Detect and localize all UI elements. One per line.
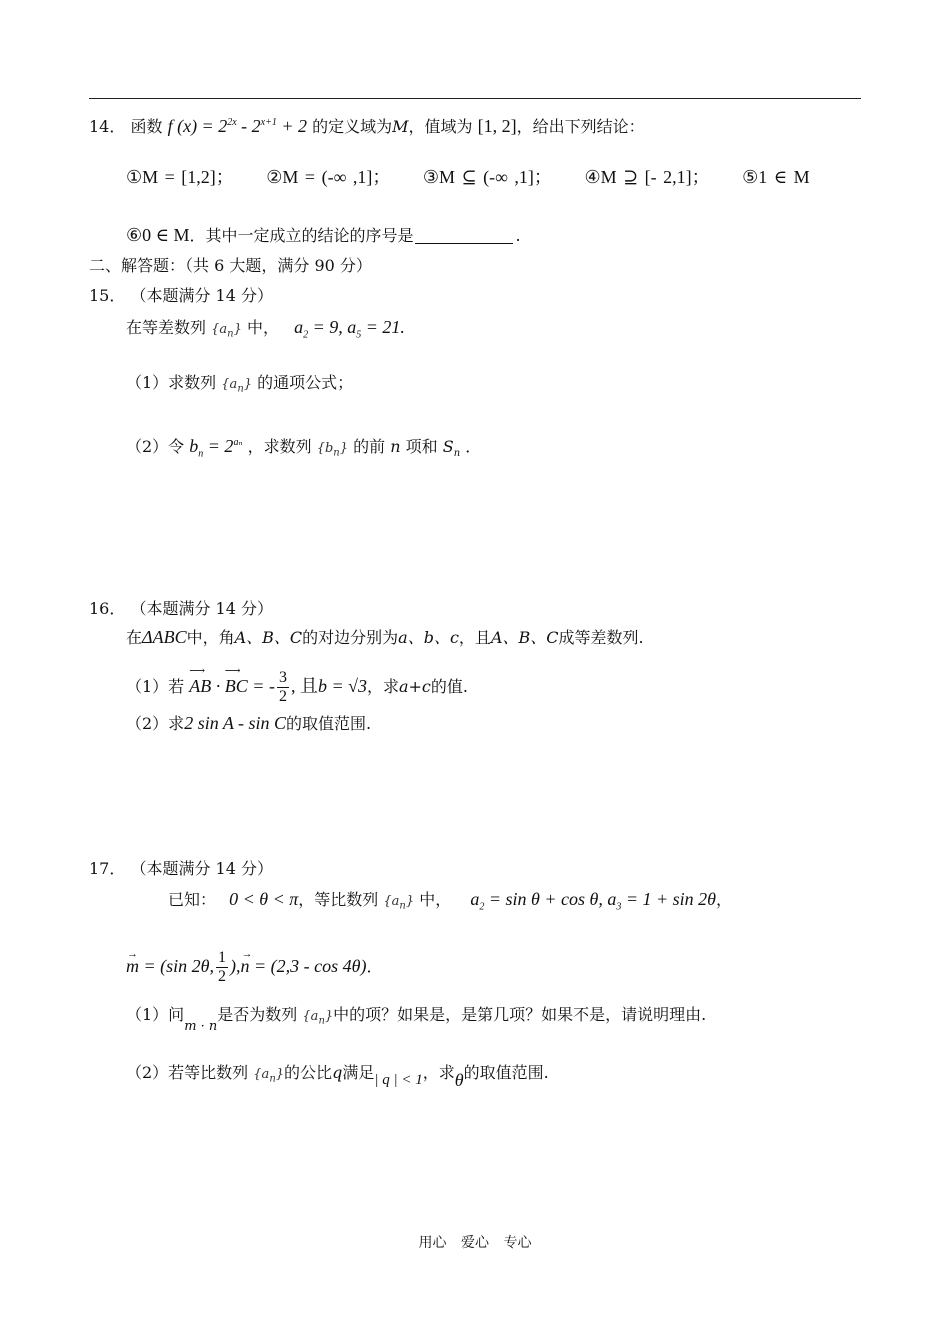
q15-p2-text4: 项和 [405,437,438,456]
q16-p1-text2: , 且 [290,676,318,696]
q16-text3: 的对边分别为 [302,628,399,647]
q17-p1-seq-a: $\{a_n\}$ [302,1009,334,1027]
q16-fraction: $\frac{3}{2}$ [278,669,287,705]
q15-part1 [126,372,353,401]
q15-p2-sn: $S_n$ [442,437,461,460]
q17-text2: ，等比数列 [298,890,379,909]
q14-line3 [126,224,521,247]
q17-fraction: $\frac{1}{2}$ [218,949,226,985]
q17-condition: 0 < θ < π [229,889,299,909]
q14-period: . [515,226,521,245]
q14-option-1: ①M = [1,2]； [126,167,234,187]
q17-q-condition: | q | < 1 [374,1072,423,1088]
q14-answer-blank[interactable] [415,227,513,244]
q17-p2-text4: ，求 [422,1063,455,1082]
q16-text1: 在 [126,628,143,647]
q15-line1 [126,316,405,347]
q17-part1 [126,1004,706,1038]
q17-theta: θ [454,1070,464,1090]
q15-p1-text1: （1）求数列 [126,373,217,392]
q16-p2-text2: 的取值范围. [286,714,372,733]
q15-p2-text2: ，求数列 [247,437,312,456]
q17-line2-end: ． [366,957,383,976]
q14-set-M: M [392,117,409,136]
vector-ab: ⟶ AB [189,666,211,706]
q14-text3: ，给出下列结论： [516,117,645,136]
q16-number: 16． [89,599,126,618]
q14-option-3: ③M ⊆ (-∞ ,1]； [422,167,552,187]
q17-seq-a: $\{a_n\}$ [383,894,415,912]
q16-part1 [126,666,468,707]
q16-sides: a、b、c [398,628,459,647]
q14-range: [1, 2] [477,116,517,136]
q17-line1 [168,888,732,919]
q17-part2 [126,1062,549,1091]
q17-given: $a_2 = \sin \theta + \cos \theta$, $a_3 = 1 + \sin 2\theta$ [470,889,716,913]
q16-expression: 2 sin A - sin C [184,713,287,733]
q16-text5: 成等差数列. [558,628,644,647]
q14-options [126,166,810,188]
q16-p2-text1: （2）求 [126,714,185,733]
q15-p2-end: ． [465,437,482,456]
q17-vectors: → m = (sin 2θ, [126,956,214,976]
q17-p1-text3: 中的项？如果是，是第几项？如果不是，请说明理由. [333,1005,707,1024]
q17-m-dot-n: m · n [184,1019,218,1034]
q16-b-value: b = √3 [317,676,367,696]
q16-p1-text1: （1）若 [126,677,185,696]
q17-p2-text1: （2）若等比数列 [126,1063,249,1082]
q14-lead: 函数 [130,117,163,136]
q17-p1-text1: （1）问 [126,1005,185,1024]
q14-option-2: ②M = (-∞ ,1]； [266,167,391,187]
q16-text2: 中，角 [186,628,235,647]
q14-text1: 的定义域为 [312,117,393,136]
q16-p1-dot-product: ⟶ AB · ⟶ BC = - [189,676,275,696]
q16-angles: A、B、C [234,628,303,647]
q15-p2-text3: 的前 [353,437,386,456]
q14-text2: ，值域为 [408,117,473,136]
q16-line1 [126,626,644,649]
q17-header [89,858,273,880]
q15-p1-text2: 的通项公式； [257,373,354,392]
q15-given: $a_2 = 9$, $a_5 = 21$. [294,317,405,341]
q17-score: （本题满分 14 分） [130,859,274,878]
q14-function: f $(x) = 2^{2x} - 2^{x+1} + 2$ [167,116,307,136]
q15-header [89,285,273,307]
section-heading: 二、解答题：（共 6 大题，满分 90 分） [89,256,372,275]
q17-ratio-q: q [332,1063,343,1082]
q16-text4: ，且 [458,628,491,647]
q14-number: 14． [89,117,126,136]
q16-a-plus-c: a+c [398,677,431,696]
q16-header [89,598,273,620]
q15-p2-seq-b: $\{b_n\}$ [316,441,349,459]
vector-m: → m [126,946,139,986]
q17-text1: 已知： [168,890,217,909]
q17-line2: → m = (sin 2θ, $\frac{1}{2}$ ),→ n = (2,3 - cos 4θ)． [126,946,382,987]
vector-n: → n [241,946,250,986]
q16-score: （本题满分 14 分） [130,599,274,618]
page-footer: 用心 爱心 专心 [418,1235,532,1251]
q15-text2: 中， [246,318,279,337]
q17-number: 17． [89,859,126,878]
q15-p2-text1: （2）令 [126,437,185,456]
q14-text4: ．其中一定成立的结论的序号是 [189,226,414,245]
q17-p2-text5: 的取值范围. [463,1063,549,1082]
q17-text4: ， [715,890,732,909]
q14-line1 [89,112,645,138]
q15-text1: 在等差数列 [126,318,207,337]
q15-seq-a: $\{a_n\}$ [211,322,242,340]
vector-bc: ⟶ BC [225,666,248,706]
q15-score: （本题满分 14 分） [130,286,274,305]
q17-text3: 中， [419,890,452,909]
q14-option-5: ⑤1 ∈ M [742,167,810,187]
header-rule [89,98,861,99]
q15-number: 15． [89,286,126,305]
q16-p1-text4: 的值. [430,677,468,696]
q16-p1-text3: ，求 [366,677,399,696]
q15-p2-n: n [390,437,401,456]
q17-p2-text3: 满足 [342,1063,375,1082]
q15-p2-bn: $b_n = 2^{a_n}$ [189,436,243,460]
q14-option-6: ⑥0 ∈ M [126,225,190,245]
q14-option-4: ④M ⊇ [- 2,1]； [584,167,710,187]
q17-p2-seq-a: $\{a_n\}$ [253,1067,285,1085]
q16-part2 [126,712,371,735]
q15-part2 [126,432,481,466]
q16-triangle: ΔABC [142,627,187,647]
q17-p2-text2: 的公比 [284,1063,333,1082]
q15-p1-seq-a: $\{a_n\}$ [221,377,253,395]
q17-p1-text2: 是否为数列 [217,1005,298,1024]
q16-angles2: A、B、C [490,628,559,647]
